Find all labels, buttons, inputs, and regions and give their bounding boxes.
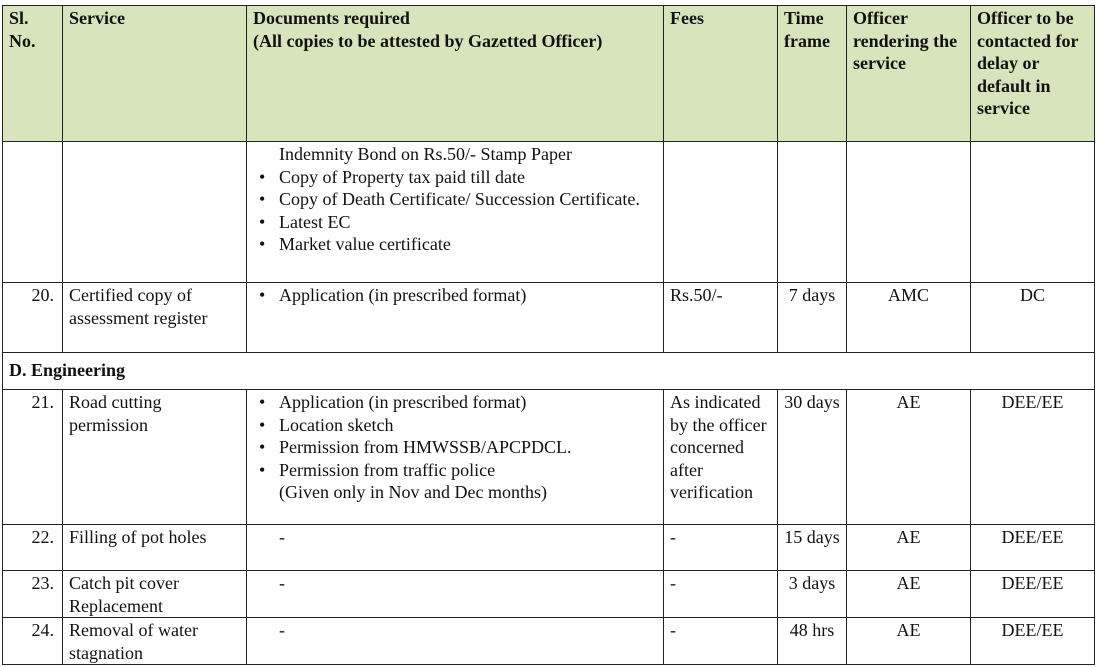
time-frame: 48 hrs [778, 618, 847, 665]
docs-cell: - [247, 571, 664, 618]
table-row-20 [3, 283, 1095, 353]
fees: As indicated by the officer concerned after verification [664, 390, 778, 525]
service: Filling of pot holes [63, 525, 247, 571]
service: Road cutting permission [63, 390, 247, 525]
header-officer: Officer rendering the service [847, 6, 971, 142]
bullet-icon: • [259, 437, 266, 457]
docs-cell: - [247, 525, 664, 571]
time-frame: 3 days [778, 571, 847, 618]
header-sl: Sl. No. [3, 6, 63, 142]
docs-cell: - [247, 618, 664, 665]
sl-no: 22. [3, 525, 63, 571]
bullet-icon: • [259, 211, 266, 232]
docs-cell [247, 390, 664, 525]
doc-item: • Latest EC [259, 211, 351, 232]
doc-note: (Given only in Nov and Dec months) [279, 482, 547, 502]
bullet-icon: • [259, 414, 266, 435]
header-service: Service [63, 6, 247, 142]
bullet-icon: • [259, 189, 266, 209]
service: Removal of water stagnation [63, 618, 247, 665]
doc-item: • Location sketch [259, 414, 394, 435]
doc-item: • Permission from traffic police [259, 459, 496, 480]
header-docs-title: Documents required [253, 8, 410, 28]
fees: - [664, 571, 778, 618]
bullet-icon: • [259, 459, 266, 480]
contact-officer: DC [971, 283, 1095, 353]
sl-no: 21. [3, 390, 63, 525]
doc-item: • Copy of Property tax paid till date [259, 166, 525, 187]
section-row [3, 353, 1095, 390]
docs-cell [247, 283, 664, 353]
officer: AMC [847, 283, 971, 353]
contact-officer: DEE/EE [971, 390, 1095, 525]
table-row-24 [3, 618, 1095, 665]
service: Certified copy of assessment register [63, 283, 247, 353]
header-fees: Fees [664, 6, 778, 142]
contact-officer: DEE/EE [971, 571, 1095, 618]
table-row-23 [3, 571, 1095, 618]
header-time: Time frame [778, 6, 847, 142]
sl-no: 20. [3, 283, 63, 353]
docs-cell [247, 142, 664, 283]
contact-officer: DEE/EE [971, 618, 1095, 665]
time-frame: 15 days [778, 525, 847, 571]
time-frame: 7 days [778, 283, 847, 353]
time-frame: 30 days [778, 390, 847, 525]
doc-item: • Permission from HMWSSB/APCPDCL. [259, 437, 572, 457]
doc-item: • Application (in prescribed format) [259, 285, 527, 305]
officer: AE [847, 571, 971, 618]
doc-item: • Market value certificate [259, 234, 451, 254]
header-docs [247, 6, 664, 142]
table-row-21 [3, 390, 1095, 525]
header-contact: Officer to be contacted for delay or default in service [971, 6, 1095, 142]
bullet-icon: • [259, 166, 266, 187]
service: Catch pit cover Replacement [63, 571, 247, 618]
bullet-icon: • [259, 392, 266, 412]
bullet-icon: • [259, 285, 266, 305]
sl-no: 24. [3, 618, 63, 665]
contact-officer: DEE/EE [971, 525, 1095, 571]
doc-item: • Copy of Death Certificate/ Succession Certificate. [259, 189, 640, 209]
fees: Rs.50/- [664, 283, 778, 353]
doc-item: • Application (in prescribed format) [259, 392, 527, 412]
services-table [2, 5, 1095, 665]
fees: - [664, 618, 778, 665]
fees: - [664, 525, 778, 571]
table-row-19-continued [3, 142, 1095, 283]
officer: AE [847, 525, 971, 571]
sl-no: 23. [3, 571, 63, 618]
officer: AE [847, 618, 971, 665]
table-row-22 [3, 525, 1095, 571]
doc-item: Indemnity Bond on Rs.50/- Stamp Paper [279, 144, 572, 164]
bullet-icon: • [259, 234, 266, 254]
header-docs-note: (All copies to be attested by Gazetted Officer) [253, 30, 603, 51]
section-title: D. Engineering [3, 353, 1095, 390]
header-row [3, 6, 1095, 142]
officer: AE [847, 390, 971, 525]
